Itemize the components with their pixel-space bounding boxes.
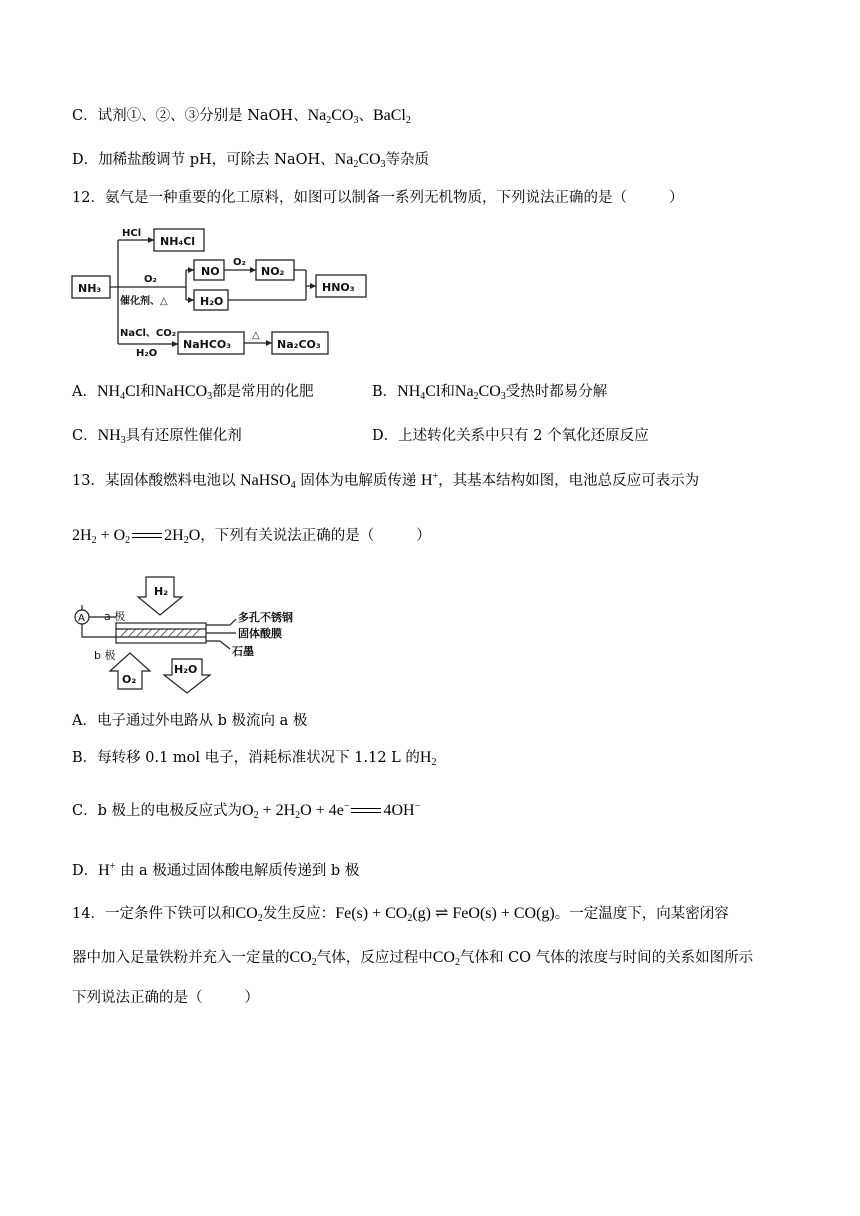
q12-stem: 12．氨气是一种重要的化工原料，如图可以制备一系列无机物质，下列说法正确的是（ ） [72, 190, 684, 206]
q13-option-b: B．每转移 0.1 mol 电子，消耗标准状况下 1.12 L 的$H_2$ [72, 749, 437, 768]
label-h2o: H₂O [200, 295, 224, 308]
label-delta: △ [252, 330, 260, 341]
reversible-arrow-icon: ⇌ [434, 905, 449, 922]
label-a-pole: a 极 [104, 610, 126, 623]
label-hno3: HNO₃ [322, 281, 355, 294]
label-porous-steel: 多孔不锈钢 [238, 611, 293, 624]
label-nh4cl: NH₄Cl [160, 235, 196, 248]
label-solid-acid-membrane: 固体酸膜 [238, 627, 282, 640]
q13-option-c: C．b 极上的电极反应式为$O_2 + 2H_2O + 4e^-$ 4OH− [72, 801, 421, 821]
q11-option-c: C．试剂①、②、③分别是 NaOH、$Na_2CO_3$、BaCl$_2$ [72, 107, 411, 126]
q14-stem-line2: 器中加入足量铁粉并充入一定量的$CO_2$气体，反应过程中$CO_2$气体和 CO 气体的浓度与时间的关系如图所示 [72, 949, 754, 968]
label-no: NO [201, 265, 220, 278]
q13-option-d: D．H+ 由 a 极通过固体酸电解质传递到 b 极 [72, 861, 360, 879]
label-na2co3: Na₂CO₃ [277, 338, 321, 351]
q11-option-d: D．加稀盐酸调节 pH，可除去 NaOH、$Na_2CO_3$等杂质 [72, 151, 430, 170]
q13-stem-line1: 13．某固体酸燃料电池以 NaHSO$_4$ 固体为电解质传递 H+，其基本结构如图，电池总反应可表示为 [72, 471, 700, 491]
label-h2o-b: H₂O [136, 348, 158, 358]
label-nh3: NH₃ [78, 282, 102, 295]
label-nacl-co2: NaCl、CO₂ [120, 328, 177, 339]
label-hcl: HCl [122, 228, 142, 239]
label-o2: O₂ [122, 673, 137, 686]
equals-sign-double [349, 806, 383, 816]
q13-stem-line2: $2H_2 + O_2$ $2H_2O$，下列有关说法正确的是（ ） [72, 527, 431, 546]
q12-option-c: C．$NH_3$具有还原性催化剂 [72, 427, 242, 446]
q12-option-b: B．$NH_4Cl$和$Na_2CO_3$受热时都易分解 [372, 383, 608, 402]
equals-sign-double [130, 531, 164, 541]
label-h2: H₂ [154, 585, 169, 598]
label-o2b: O₂ [233, 257, 246, 268]
label-catalyst: 催化剂、△ [120, 296, 168, 307]
q13-option-a: A．电子通过外电路从 b 极流向 a 极 [72, 713, 308, 729]
label-h2o: H₂O [174, 663, 198, 676]
label-nahco3: NaHCO₃ [183, 338, 232, 351]
ammeter-label: A [78, 613, 85, 624]
label-o2: O₂ [144, 274, 157, 285]
q12-option-a: A．$NH_4Cl$和NaHCO$_3$都是常用的化肥 [72, 383, 314, 402]
q12-ammonia-flow-diagram [70, 222, 370, 358]
q14-stem-line1: 14．一定条件下铁可以和$CO_2$发生反应：$Fe(s) + CO_2(g)$ ⇌ FeO(s) + CO(g)。一定温度下，向某密闭容 [72, 905, 729, 924]
q14-stem-line3: 下列说法正确的是（ ） [72, 990, 259, 1006]
q13-fuel-cell-diagram [70, 575, 330, 695]
label-no2: NO₂ [261, 265, 285, 278]
q12-option-d: D．上述转化关系中只有 2 个氧化还原反应 [372, 428, 649, 444]
label-b-pole: b 极 [94, 649, 116, 662]
label-graphite: 石墨 [232, 645, 254, 658]
